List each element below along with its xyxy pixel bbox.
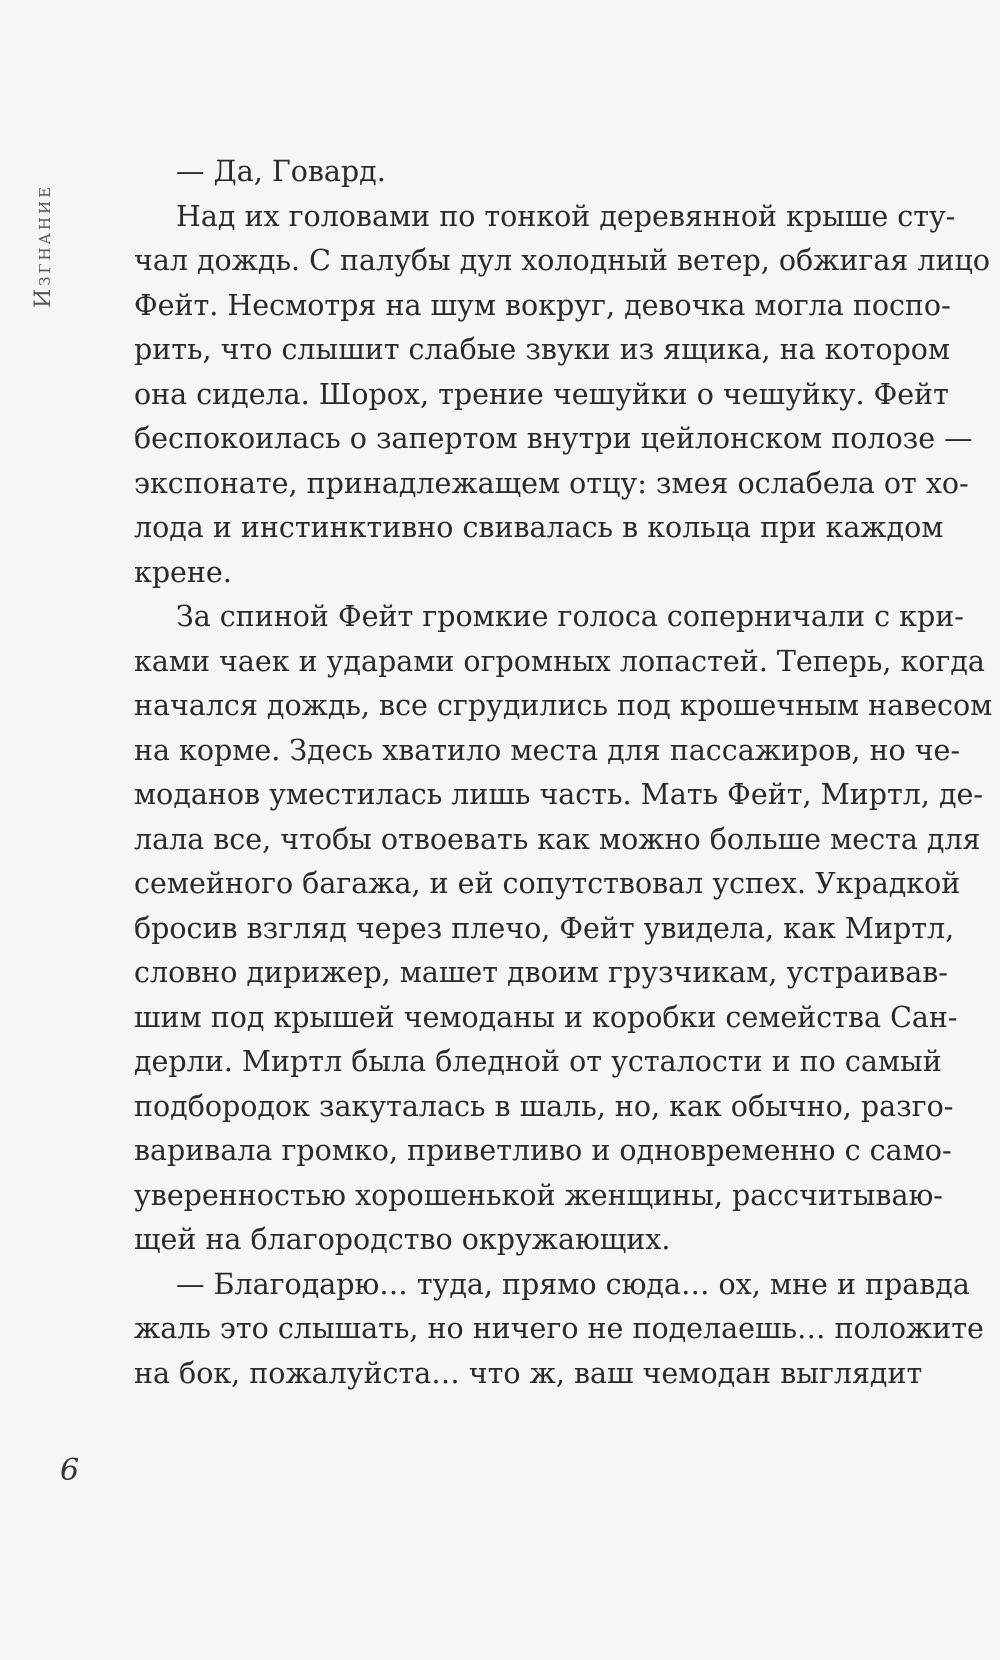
text-line: рить, что слышит слабые звуки из ящика, на котором [134,333,951,366]
running-head: Изгнание [31,183,56,308]
text-line: подбородок закуталась в шаль, но, как обычно, разго- [134,1089,954,1123]
text-line: лода и инстинктивно свивалась в кольца при каждом [134,511,944,544]
text-line: — Благодарю… туда, прямо сюда… ох, мне и правда [176,1267,970,1301]
text-line: шим под крышей чемоданы и коробки семейства Сан- [134,1000,958,1034]
text-line: беспокоилась о запертом внутри цейлонском полозе — [134,422,973,455]
text-line: она сидела. Шорох, трение чешуйки о чешуйку. Фейт [134,377,949,411]
text-line: жаль это слышать, но ничего не поделаешь… положите [134,1312,984,1345]
text-line: дерли. Миртл была бледной от усталости и по самый [134,1045,942,1078]
text-line: на бок, пожалуйста… что ж, ваш чемодан выглядит [134,1356,923,1390]
body-text [134,150,993,1396]
text-line: уверенностью хорошенькой женщины, рассчитываю- [134,1178,943,1212]
text-line: на корме. Здесь хватило места для пассажиров, но че- [134,733,961,767]
text-line: крене. [134,555,232,589]
text-line: — Да, Говард. [176,155,386,188]
text-line: Над их головами по тонкой деревянной крыше сту- [176,199,956,233]
text-line: начался дождь, все сгрудились под крошечным навесом [134,689,993,722]
text-line: Фейт. Несмотря на шум вокруг, девочка могла поспо- [134,288,951,322]
text-line: варивала громко, приветливо и одновременно с само- [134,1134,952,1167]
text-line: лала все, чтобы отвоевать как можно больше места для [134,822,981,856]
text-line: чал дождь. С палубы дул холодный ветер, обжигая лицо [134,244,990,277]
page-number: 6 [60,1453,80,1488]
text-line: экспонате, принадлежащем отцу: змея ослабела от хо- [134,466,969,500]
text-line: щей на благородство окружающих. [134,1223,671,1256]
text-line: моданов уместилась лишь часть. Мать Фейт, Миртл, де- [134,778,984,811]
text-line: ками чаек и ударами огромных лопастей. Теперь, когда [134,644,985,678]
text-line: За спиной Фейт громкие голоса соперничали с кри- [176,600,964,633]
text-line: бросив взгляд через плечо, Фейт увидела, как Миртл, [134,911,955,945]
text-line: семейного багажа, и ей сопутствовал успех. Украдкой [134,867,961,900]
text-line: словно дирижер, машет двоим грузчикам, устраивав- [134,956,948,989]
